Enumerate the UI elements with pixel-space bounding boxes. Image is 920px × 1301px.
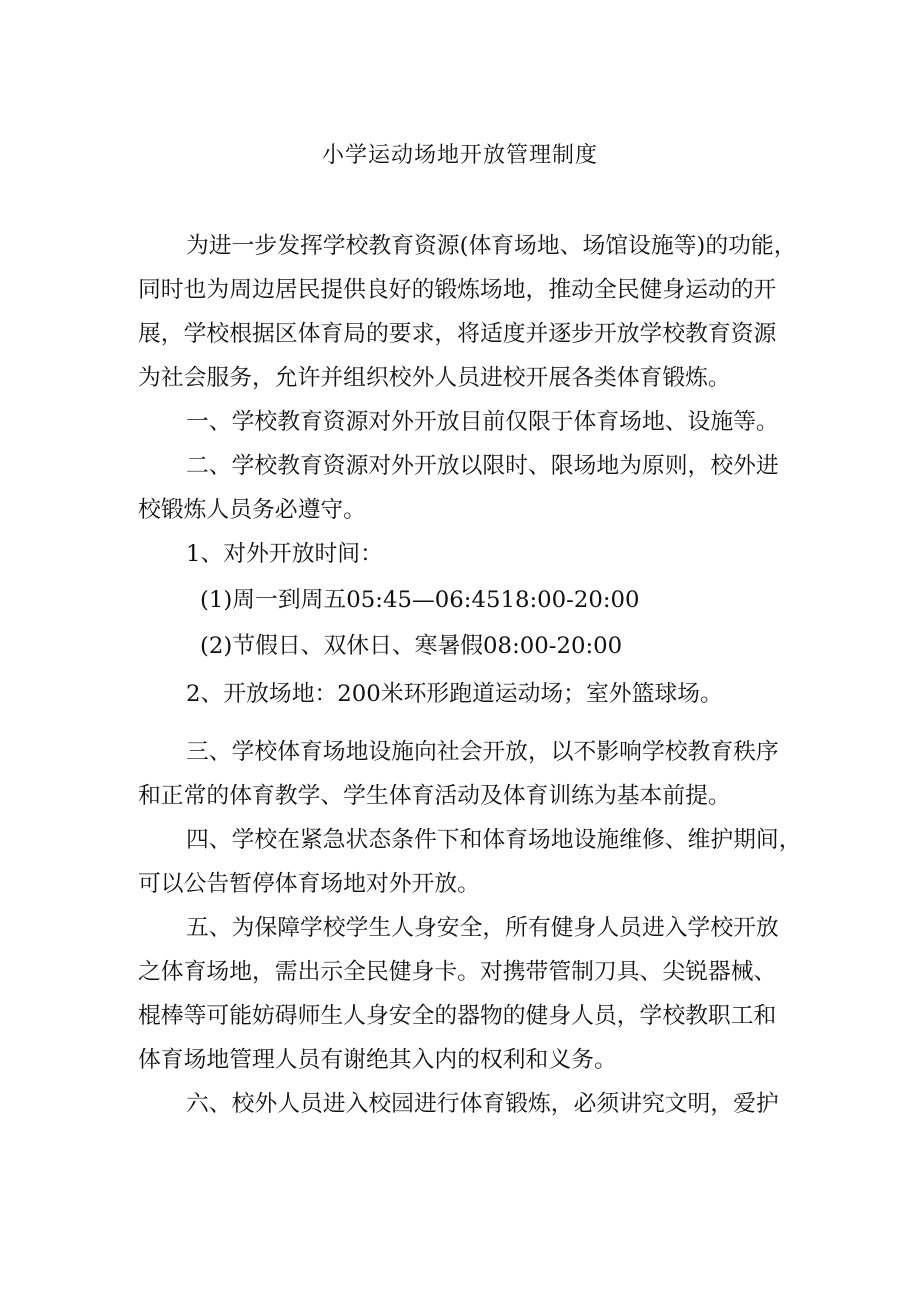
text-line: 和正常的体育教学、学生体育活动及体育训练为基本前提。 [138,783,731,809]
text-line: 展，学校根据区体育局的要求，将适度并逐步开放学校教育资源 [138,321,777,347]
text-line: 六、校外人员进入校园进行体育锻炼，必须讲究文明，爱护 [186,1091,779,1117]
text-line: 一、学校教育资源对外开放目前仅限于体育场地、设施等。 [186,409,779,435]
text-line: 之体育场地，需出示全民健身卡。对携带管制刀具、尖锐器械、 [138,959,777,985]
page-title: 小学运动场地开放管理制度 [321,143,598,168]
text-line: 四、学校在紧急状态条件下和体育场地设施维修、维护期间， [186,827,802,853]
text-line: 二、学校教育资源对外开放以限时、限场地为原则，校外进 [186,453,779,479]
text-line: 三、学校体育场地设施向社会开放，以不影响学校教育秩序 [186,739,779,765]
text-line: 棍棒等可能妨碍师生人身安全的器物的健身人员，学校教职工和 [138,1003,777,1029]
text-line: 体育场地管理人员有谢绝其入内的权利和义务。 [138,1047,617,1073]
text-line: (1)周一到周五05:45—06:4518:00-20:00 [200,587,640,613]
text-line: 为社会服务，允许并组织校外人员进校开展各类体育锻炼。 [138,365,731,391]
text-line: 2、开放场地：200米环形跑道运动场；室外篮球场。 [186,681,723,707]
text-line: 同时也为周边居民提供良好的锻炼场地，推动全民健身运动的开 [138,277,777,303]
text-line: 可以公告暂停体育场地对外开放。 [138,871,480,897]
text-line: 1、对外开放时间： [186,541,383,567]
text-line: 五、为保障学校学生人身安全，所有健身人员进入学校开放 [186,915,779,941]
text-line: 为进一步发挥学校教育资源(体育场地、场馆设施等)的功能， [186,233,797,259]
text-line: (2)节假日、双休日、寒暑假08:00-20:00 [200,633,623,659]
text-line: 校锻炼人员务必遵守。 [138,497,366,523]
